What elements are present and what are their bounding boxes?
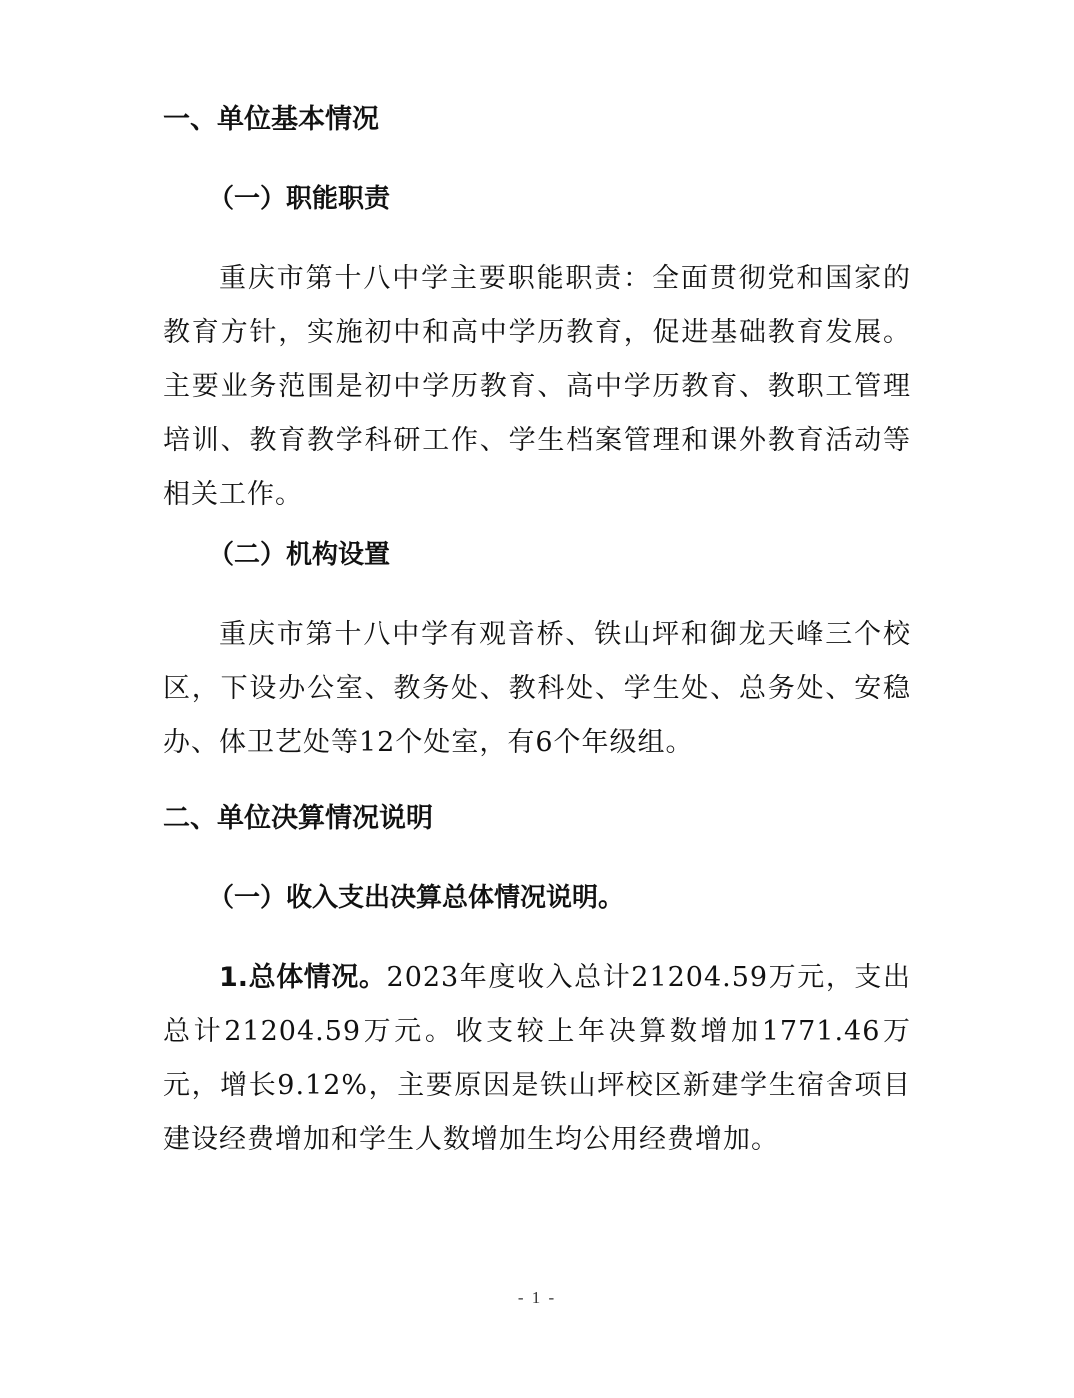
subheading-organization: （二）机构设置 <box>208 540 391 570</box>
paragraph-functions: 重庆市第十八中学主要职能职责：全面贯彻党和国家的教育方针，实施初中和高中学历教育，促进基础教育发展。主要业务范围是初中学历教育、高中学历教育、教职工管理培训、教育教学科研工作、学生档案管理和课外教育活动等相关工作。 <box>163 263 911 510</box>
section-heading-final-accounts: 二、单位决算情况说明 <box>163 803 433 834</box>
paragraph-body: 2023年度收入总计21204.59万元，支出总计21204.59万元。收支较上年决算数增加1771.46万元，增长9.12%，主要原因是铁山坪校区新建学生宿舍项目建设经费增加和学生人数增加生均公用经费增加。 <box>163 962 911 1155</box>
paragraph-organization: 重庆市第十八中学有观音桥、铁山坪和御龙天峰三个校区，下设办公室、教务处、教科处、学生处、总务处、安稳办、体卫艺处等12个处室，有6个年级组。 <box>163 619 911 758</box>
page-number: - 1 - <box>517 1288 557 1307</box>
subheading-functions: （一）职能职责 <box>208 184 391 214</box>
section-heading-basic-info: 一、单位基本情况 <box>163 104 379 135</box>
paragraph-lead: 1.总体情况。 <box>219 962 387 993</box>
paragraph-overall-situation <box>163 951 911 1167</box>
subheading-income-expenditure: （一）收入支出决算总体情况说明。 <box>208 883 625 913</box>
